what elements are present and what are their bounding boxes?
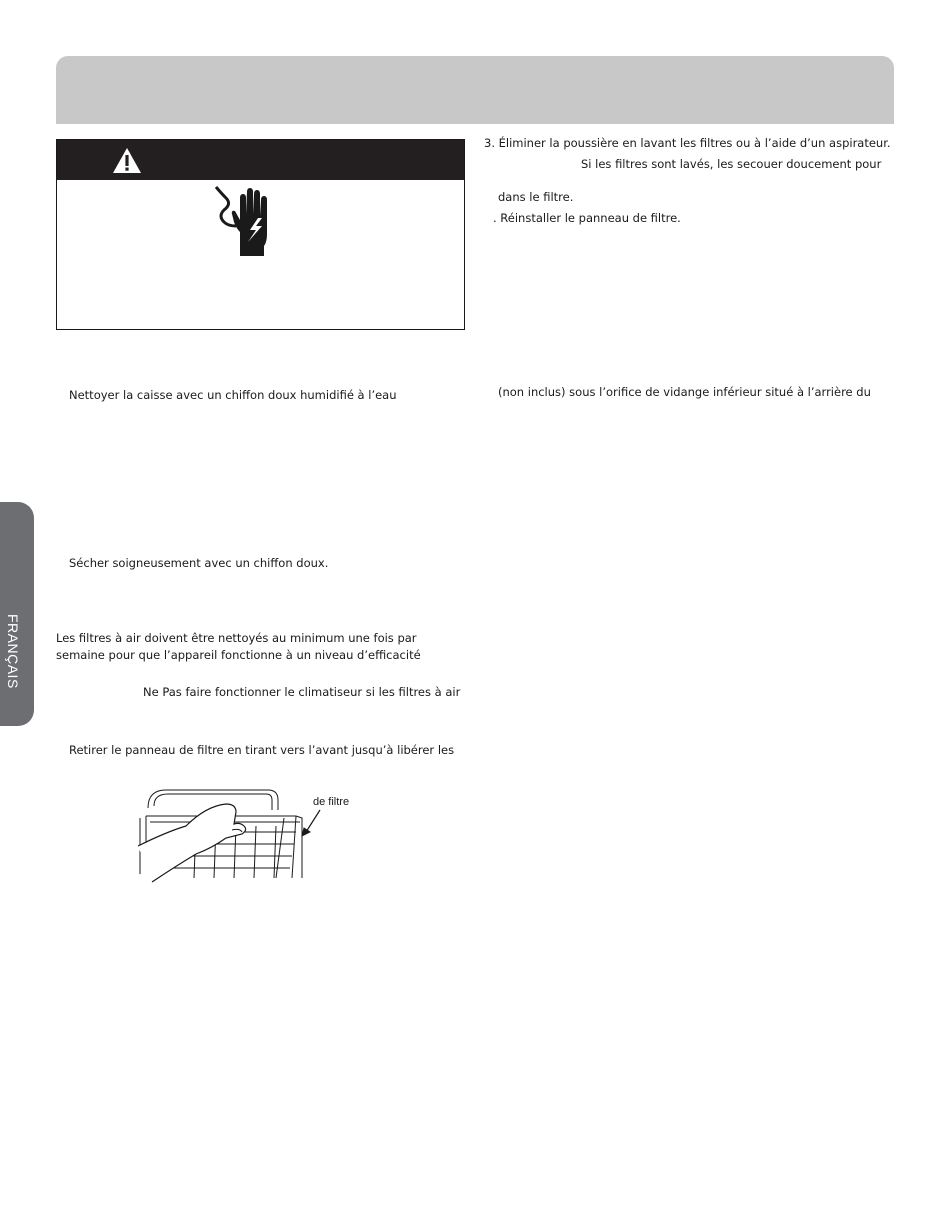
section-header-bar xyxy=(56,56,894,124)
language-tab-label: FRANÇAIS xyxy=(5,614,21,689)
warning-triangle-icon xyxy=(112,147,142,174)
caution-line: Ne Pas faire fonctionner le climatiseur si les filtres à air xyxy=(143,685,461,699)
filters-paragraph-line2: semaine pour que l’appareil fonctionne à un niveau d’efficacité xyxy=(56,648,421,662)
step3-line3: dans le filtre. xyxy=(498,190,574,204)
filters-paragraph-line1: Les filtres à air doivent être nettoyés au minimum une fois par xyxy=(56,631,417,645)
step3-line2: Si les filtres sont lavés, les secouer doucement pour xyxy=(581,157,882,171)
electric-shock-hand-icon xyxy=(214,184,280,258)
step4-text: . Réinstaller le panneau de filtre. xyxy=(493,211,681,225)
warning-header xyxy=(57,140,464,180)
drain-text: (non inclus) sous l’orifice de vidange inférieur situé à l’arrière du xyxy=(498,385,871,399)
warning-box xyxy=(56,139,465,330)
step-remove-panel: Retirer le panneau de filtre en tirant vers l’avant jusqu’à libérer les xyxy=(69,743,455,757)
step3-line1: 3. Éliminer la poussière en lavant les filtres ou à l’aide d’un aspirateur. xyxy=(484,136,891,150)
step-clean-case: Nettoyer la caisse avec un chiffon doux humidifié à l’eau xyxy=(69,388,397,402)
step-dry: Sécher soigneusement avec un chiffon doux. xyxy=(69,556,329,570)
figure-label: de filtre xyxy=(313,796,350,808)
